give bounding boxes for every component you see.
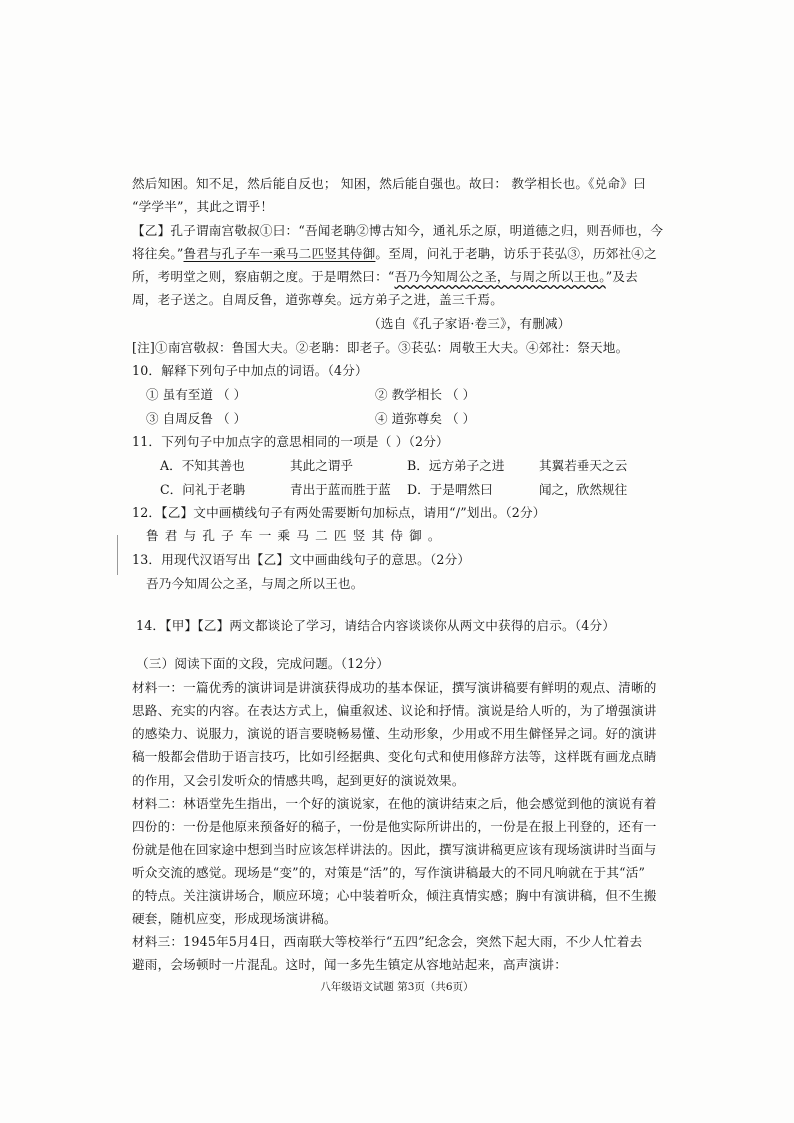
question-12-stem: 12．【乙】文中画横线句子有两处需要断句加标点，请用“/”划出。（2分） bbox=[132, 505, 546, 520]
material-line: 稿一般都会借助于语言技巧，比如引经据典、变化句式和使用修辞方法等，这样既有画龙点睛 bbox=[132, 749, 657, 764]
material-line: 的感染力、说服力，演说的语言要晓畅易懂、生动形象，少用或不用生僻怪异之词。好的演讲 bbox=[132, 726, 657, 741]
q11-option-c-1: C．问礼于老聃 bbox=[160, 482, 246, 497]
question-13-stem: 13．用现代汉语写出【乙】文中画曲线句子的意思。（2分） bbox=[132, 552, 471, 567]
q10-item-4: ④ 道弥尊矣 （ ） bbox=[375, 411, 476, 426]
margin-mark bbox=[117, 535, 118, 575]
q11-option-b-2: 其翼若垂天之云 bbox=[539, 458, 628, 473]
passage-text: 。至周，问礼于老聃，访乐于苌弘③，历郊社④之 bbox=[375, 246, 657, 261]
passage-text: 所，考明堂之则，察庙朝之度。于是喟然曰：“ bbox=[132, 269, 395, 284]
passage-text: 将往矣。” bbox=[132, 246, 184, 261]
material-line: 材料三：1945年5月4日，西南联大等校举行“五四”纪念会，突然下起大雨，不少人忙着去 bbox=[132, 934, 643, 949]
underlined-sentence: 鲁君与孔子车一乘马二匹竖其侍御 bbox=[183, 246, 376, 261]
q11-option-d-1: D．于是喟然曰 bbox=[407, 482, 493, 497]
passage-notes: [注]①南宫敬叔：鲁国大夫。②老聃：即老子。③苌弘：周敬王大夫。④郊社：祭天地。 bbox=[132, 340, 629, 355]
passage-line: “学学半”，其此之谓乎！ bbox=[132, 199, 274, 214]
material-line: 材料一：一篇优秀的演讲词是讲演获得成功的基本保证，撰写演讲稿要有鲜明的观点、清晰的 bbox=[132, 680, 657, 695]
passage-text: ”及去 bbox=[605, 269, 638, 284]
material-line: 四份的：一份是他原来预备好的稿子，一份是他实际所讲出的，一份是在报上刊登的，还有一 bbox=[132, 819, 657, 834]
q13-sentence: 吾乃今知周公之圣，与周之所以王也。 bbox=[146, 576, 364, 591]
passage-line bbox=[132, 245, 657, 263]
q11-option-a-1: A．不知其善也 bbox=[160, 458, 245, 473]
wavy-underlined-sentence: 吾乃今知周公之圣，与周之所以王也。 bbox=[394, 269, 606, 284]
passage-line: 周，老子送之。自周反鲁，道弥尊矣。远方弟子之进，盖三千焉。 bbox=[132, 292, 504, 307]
question-14-stem: 14．【甲】【乙】两文都谈论了学习，请结合内容谈谈你从两文中获得的启示。（4分） bbox=[136, 618, 616, 633]
q11-option-d-2: 闻之，欣然规往 bbox=[539, 482, 628, 497]
q11-option-b-1: B．远方弟子之进 bbox=[407, 458, 505, 473]
question-10-stem: 10．解释下列句子中加点的词语。（4分） bbox=[132, 363, 368, 378]
section-3-heading: （三）阅读下面的文段，完成问题。（12分） bbox=[136, 656, 390, 671]
material-line: 的特点。关注演讲场合，顺应环境；心中装着听众，倾注真情实感；胸中有演讲稿，但不生搬 bbox=[132, 888, 657, 903]
q10-item-3: ③ 自周反鲁 （ ） bbox=[146, 411, 247, 426]
material-line: 思路、充实的内容。在表达方式上，偏重叙述、议论和抒情。演说是给人听的，为了增强演讲 bbox=[132, 703, 657, 718]
page-footer: 八年级语文试题 第3页（共6页） bbox=[320, 981, 474, 993]
passage-line bbox=[132, 268, 638, 286]
material-line: 避雨，会场顿时一片混乱。这时，闻一多先生镇定从容地站起来，高声演讲： bbox=[132, 957, 567, 972]
material-line: 听众交流的感觉。现场是“变”的，对策是“活”的，写作演讲稿最大的不同凡响就在于其“活” bbox=[132, 865, 646, 880]
material-line: 的作用，又会引发听众的情感共鸣，起到更好的演说效果。 bbox=[132, 773, 465, 788]
material-line: 硬套，随机应变，形成现场演讲稿。 bbox=[132, 911, 337, 926]
q11-option-a-2: 其此之谓乎 bbox=[290, 458, 353, 473]
passage-line: 然后知困。知不足，然后能自反也； 知困，然后能自强也。故曰： 教学相长也。《兑命》曰 bbox=[132, 176, 646, 191]
q11-option-c-2: 青出于蓝而胜于蓝 bbox=[290, 482, 391, 497]
q10-item-1: ① 虽有至道 （ ） bbox=[146, 387, 247, 402]
passage-source: （选自《孔子家语·卷三》，有删减） bbox=[368, 316, 571, 331]
material-line: 份就是他在回家途中想到当时应该怎样讲法的。因此，撰写演讲稿更应该有现场演讲时当面与 bbox=[132, 842, 657, 857]
q10-item-2: ② 教学相长 （ ） bbox=[375, 387, 476, 402]
material-line: 材料二：林语堂先生指出，一个好的演说家，在他的演讲结束之后，他会感觉到他的演说有着 bbox=[132, 796, 657, 811]
passage-line: 【乙】孔子谓南宫敬叔①曰：“吾闻老聃②博古知今，通礼乐之原，明道德之归，则吾师也，今 bbox=[132, 223, 664, 238]
q12-sentence: 鲁君与孔子车一乘马二匹竖其侍御。 bbox=[146, 528, 447, 543]
question-11-stem: 11．下列句子中加点字的意思相同的一项是（ ）（2分） bbox=[132, 434, 449, 449]
